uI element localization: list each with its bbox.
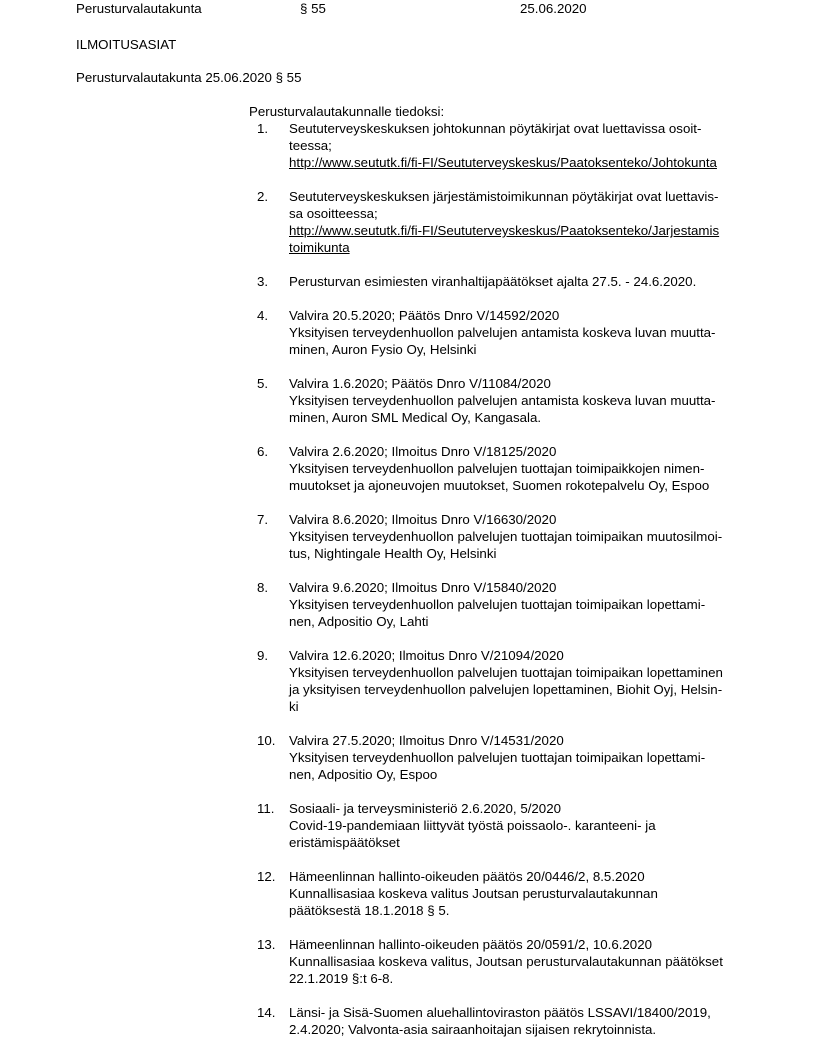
- list-item: [249, 868, 779, 919]
- list-item: [249, 732, 779, 783]
- item-link[interactable]: toimikunta: [289, 240, 350, 255]
- list-item: [249, 800, 779, 851]
- list-item: [249, 936, 779, 987]
- item-body: [289, 647, 779, 715]
- document-header: [0, 0, 816, 20]
- item-text-line: eristämispäätökset: [289, 835, 400, 850]
- list-item: [249, 511, 779, 562]
- item-text-line: Seututerveyskeskuksen järjestämistoimikunnan pöytäkirjat ovat luettavis-: [289, 189, 719, 204]
- item-text-line: Valvira 27.5.2020; Ilmoitus Dnro V/14531/2020: [289, 733, 564, 748]
- item-number: 10.: [257, 733, 276, 748]
- item-text-line: 2.4.2020; Valvonta-asia sairaanhoitajan sijaisen rekrytoinnista.: [289, 1022, 657, 1037]
- item-body: [289, 511, 779, 562]
- item-text-line: ki: [289, 699, 299, 714]
- item-text-line: Sosiaali- ja terveysministeriö 2.6.2020, 5/2020: [289, 801, 561, 816]
- item-number: 8.: [257, 580, 269, 595]
- item-text-line: Yksityisen terveydenhuollon palvelujen tuottajan toimipaikkojen nimen-: [289, 461, 705, 476]
- item-text-line: Länsi- ja Sisä-Suomen aluehallintoviraston päätös LSSAVI/18400/2019,: [289, 1005, 711, 1020]
- item-text-line: sa osoitteessa;: [289, 206, 378, 221]
- item-number: 6.: [257, 444, 269, 459]
- item-body: [289, 375, 779, 426]
- item-body: [289, 188, 779, 256]
- item-body: [289, 443, 779, 494]
- item-text-line: Valvira 9.6.2020; Ilmoitus Dnro V/15840/2020: [289, 580, 557, 595]
- item-number: 2.: [257, 189, 269, 204]
- item-body: [289, 579, 779, 630]
- item-text-line: Valvira 1.6.2020; Päätös Dnro V/11084/2020: [289, 376, 551, 391]
- item-text-line: Covid-19-pandemiaan liittyvät työstä poissaolo-. karanteeni- ja: [289, 818, 656, 833]
- item-link[interactable]: http://www.seututk.fi/fi-FI/Seututerveyskeskus/Paatoksenteko/Jarjestamis: [289, 223, 720, 238]
- meeting-reference: Perusturvalautakunta 25.06.2020 § 55: [76, 70, 302, 85]
- item-text-line: ja yksityisen terveydenhuollon palvelujen lopettaminen, Biohit Oyj, Helsin-: [289, 682, 723, 697]
- item-text-line: Perusturvan esimiesten viranhaltijapäätökset ajalta 27.5. - 24.6.2020.: [289, 274, 697, 289]
- item-number: 14.: [257, 1005, 276, 1020]
- item-text-line: muutokset ja ajoneuvojen muutokset, Suomen rokotepalvelu Oy, Espoo: [289, 478, 710, 493]
- header-committee: Perusturvalautakunta: [76, 1, 202, 16]
- item-body: [289, 936, 779, 987]
- item-text-line: teessa;: [289, 138, 332, 153]
- list-item: [249, 579, 779, 630]
- notice-list: [249, 120, 779, 1055]
- list-item: [249, 375, 779, 426]
- document-title: ILMOITUSASIAT: [76, 37, 177, 52]
- list-item: [249, 273, 779, 290]
- intro-text: Perusturvalautakunnalle tiedoksi:: [249, 104, 445, 119]
- item-body: [289, 732, 779, 783]
- item-body: [289, 120, 779, 171]
- item-text-line: Valvira 8.6.2020; Ilmoitus Dnro V/16630/2020: [289, 512, 557, 527]
- item-number: 3.: [257, 274, 269, 289]
- item-text-line: Yksityisen terveydenhuollon palvelujen antamista koskeva luvan muutta-: [289, 325, 716, 340]
- item-body: [289, 307, 779, 358]
- item-text-line: Hämeenlinnan hallinto-oikeuden päätös 20/0591/2, 10.6.2020: [289, 937, 652, 952]
- item-number: 9.: [257, 648, 269, 663]
- item-text-line: Yksityisen terveydenhuollon palvelujen tuottajan toimipaikan muutosilmoi-: [289, 529, 723, 544]
- list-item: [249, 120, 779, 171]
- item-text-line: Hämeenlinnan hallinto-oikeuden päätös 20/0446/2, 8.5.2020: [289, 869, 645, 884]
- item-text-line: Valvira 12.6.2020; Ilmoitus Dnro V/21094/2020: [289, 648, 564, 663]
- item-text-line: Yksityisen terveydenhuollon palvelujen tuottajan toimipaikan lopettami-: [289, 750, 706, 765]
- item-body: [289, 273, 779, 290]
- item-text-line: minen, Auron Fysio Oy, Helsinki: [289, 342, 477, 357]
- item-number: 12.: [257, 869, 276, 884]
- item-text-line: minen, Auron SML Medical Oy, Kangasala.: [289, 410, 542, 425]
- item-text-line: Kunnallisasiaa koskeva valitus, Joutsan perusturvalautakunnan päätökset: [289, 954, 723, 969]
- item-number: 1.: [257, 121, 269, 136]
- item-text-line: Yksityisen terveydenhuollon palvelujen antamista koskeva luvan muutta-: [289, 393, 716, 408]
- item-text-line: Yksityisen terveydenhuollon palvelujen tuottajan toimipaikan lopettaminen: [289, 665, 723, 680]
- item-body: [289, 1004, 779, 1038]
- item-body: [289, 800, 779, 851]
- list-item: [249, 1004, 779, 1038]
- item-text-line: Valvira 2.6.2020; Ilmoitus Dnro V/18125/2020: [289, 444, 557, 459]
- item-number: 11.: [257, 801, 275, 816]
- item-text-line: nen, Adpositio Oy, Espoo: [289, 767, 438, 782]
- list-item: [249, 647, 779, 715]
- item-body: [289, 868, 779, 919]
- item-text-line: tus, Nightingale Health Oy, Helsinki: [289, 546, 497, 561]
- item-number: 4.: [257, 308, 269, 323]
- item-text-line: päätöksestä 18.1.2018 § 5.: [289, 903, 450, 918]
- list-item: [249, 188, 779, 256]
- item-number: 7.: [257, 512, 269, 527]
- item-text-line: Kunnallisasiaa koskeva valitus Joutsan perusturvalautakunnan: [289, 886, 658, 901]
- item-text-line: 22.1.2019 §:t 6-8.: [289, 971, 394, 986]
- header-section: § 55: [300, 1, 326, 16]
- item-text-line: Valvira 20.5.2020; Päätös Dnro V/14592/2020: [289, 308, 560, 323]
- item-text-line: nen, Adpositio Oy, Lahti: [289, 614, 429, 629]
- header-date: 25.06.2020: [520, 1, 587, 16]
- list-item: [249, 443, 779, 494]
- item-number: 5.: [257, 376, 269, 391]
- item-text-line: Seututerveyskeskuksen johtokunnan pöytäkirjat ovat luettavissa osoit-: [289, 121, 702, 136]
- item-text-line: Yksityisen terveydenhuollon palvelujen tuottajan toimipaikan lopettami-: [289, 597, 706, 612]
- item-number: 13.: [257, 937, 276, 952]
- item-link[interactable]: http://www.seututk.fi/fi-FI/Seututerveyskeskus/Paatoksenteko/Johtokunta: [289, 155, 717, 170]
- list-item: [249, 307, 779, 358]
